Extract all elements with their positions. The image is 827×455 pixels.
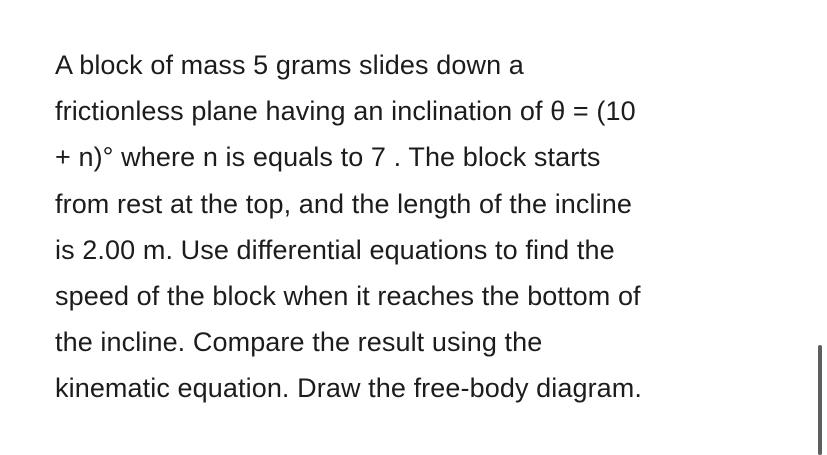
question-line-5: is 2.00 m. Use differential equations to find the <box>55 234 615 265</box>
question-text-block <box>55 42 795 412</box>
question-line-2: frictionless plane having an inclination of θ = (10 <box>55 96 636 127</box>
vertical-scrollbar[interactable] <box>818 345 822 455</box>
question-line-7: the incline. Compare the result using the <box>55 327 543 358</box>
question-line-6: speed of the block when it reaches the bottom of <box>55 280 641 311</box>
question-line-4: from rest at the top, and the length of the incline <box>55 188 632 219</box>
question-line-8: kinematic equation. Draw the free-body diagram. <box>55 373 642 404</box>
question-line-3: + n)° where n is equals to 7 . The block starts <box>55 142 601 173</box>
question-line-1: A block of mass 5 grams slides down a <box>55 50 524 80</box>
